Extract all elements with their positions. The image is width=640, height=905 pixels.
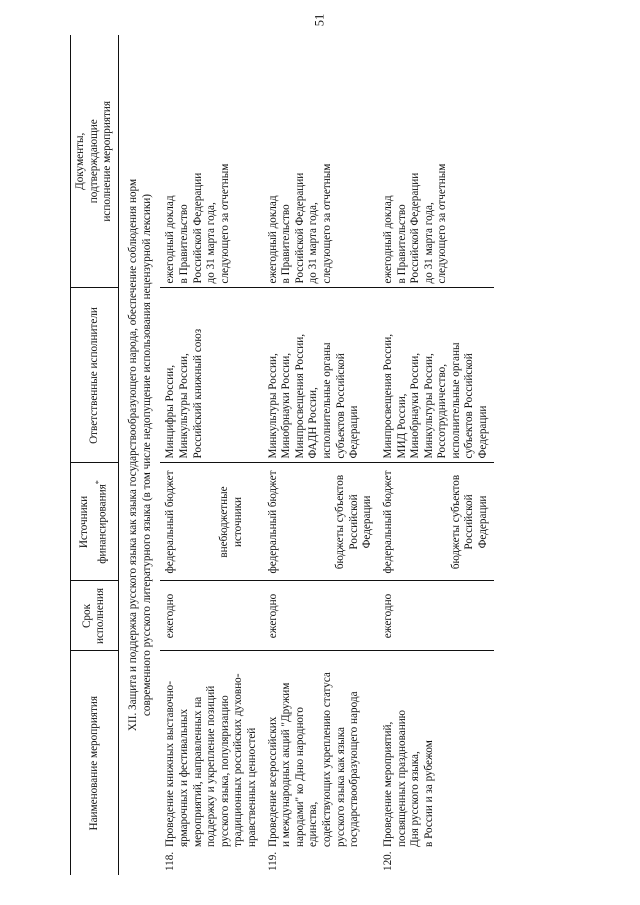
row-documents: ежегодный доклад в Правительство Российской Федерации до 31 марта года, следующего за отчетным <box>378 35 494 288</box>
row-term: ежегодно <box>263 581 378 651</box>
row-source-1: федеральный бюджет <box>164 470 177 574</box>
row-source-2: внебюджетные источники <box>217 486 244 558</box>
header-sources: Источники финансирования* <box>71 463 119 581</box>
row-number: 120. <box>381 851 394 871</box>
row-name: Проведение книжных выставочно- ярмарочных и фестивальных мероприятий, направленных на поддержку и укрепление позиций русского языка, популяризацию традиционных российских духовно- нравственных ценностей <box>164 673 258 847</box>
row-source-1: федеральный бюджет <box>381 470 394 574</box>
row-name-cell <box>378 651 494 875</box>
header-executors: Ответственные исполнители <box>71 288 119 463</box>
row-sources <box>160 463 262 581</box>
row-name: Проведение мероприятий, посвященных празднованию Дня русского языка, в России и за рубежом <box>381 709 435 847</box>
table-row <box>263 35 378 875</box>
page-number-area <box>0 0 640 40</box>
header-documents: Документы, подтверждающие исполнение мероприятия <box>71 35 119 288</box>
row-executors: Минкультуры России, Минобрнауки России, Минпросвещения России, ФАДН России, исполнительные органы субъектов Российской Федерации <box>263 288 378 463</box>
header-name: Наименование мероприятия <box>71 651 119 875</box>
header-sources-mark: * <box>94 480 104 485</box>
page-number: 51 <box>312 13 327 27</box>
row-source-2: бюджеты субъектов Российской Федерации <box>449 474 489 570</box>
row-name-cell <box>263 651 378 875</box>
row-source-1: федеральный бюджет <box>266 470 279 574</box>
row-term: ежегодно <box>160 581 262 651</box>
row-name-cell <box>160 651 262 875</box>
row-sources <box>263 463 378 581</box>
header-term: Срок исполнения <box>71 581 119 651</box>
row-executors: Минпросвещения России, МИД России, Минобрнауки России, Минкультуры России, Россотрудничество, исполнительные органы субъектов Российской Федерации <box>378 288 494 463</box>
table-header-row <box>71 35 119 875</box>
row-sources <box>378 463 494 581</box>
table-row <box>378 35 494 875</box>
row-executors: Минцифры России, Минкультуры России, Российский книжный союз <box>160 288 262 463</box>
table-row <box>160 35 262 875</box>
row-source-2: бюджеты субъектов Российской Федерации <box>334 474 374 570</box>
measures-table <box>70 35 494 875</box>
row-name: Проведение всероссийских и международных акций "Дружим народами" ко Дню народного единства, содействующих укреплению статуса русского языка как языка государствообразующего народа <box>266 672 361 847</box>
section-row <box>118 35 160 875</box>
row-number: 118. <box>164 851 177 871</box>
row-term: ежегодно <box>378 581 494 651</box>
section-title: XII. Защита и поддержка русского языка как языка государствообразующего народа, обеспечение соблюдения норм современного русского литературного языка (в том числе недопущение использования нецензурной лексики) <box>126 178 153 732</box>
row-number: 119. <box>266 851 279 871</box>
row-documents: ежегодный доклад в Правительство Российской Федерации до 31 марта года, следующего за отчетным <box>263 35 378 288</box>
row-documents: ежегодный доклад в Правительство Российской Федерации до 31 марта года, следующего за отчетным <box>160 35 262 288</box>
rotated-page-content <box>70 35 570 875</box>
